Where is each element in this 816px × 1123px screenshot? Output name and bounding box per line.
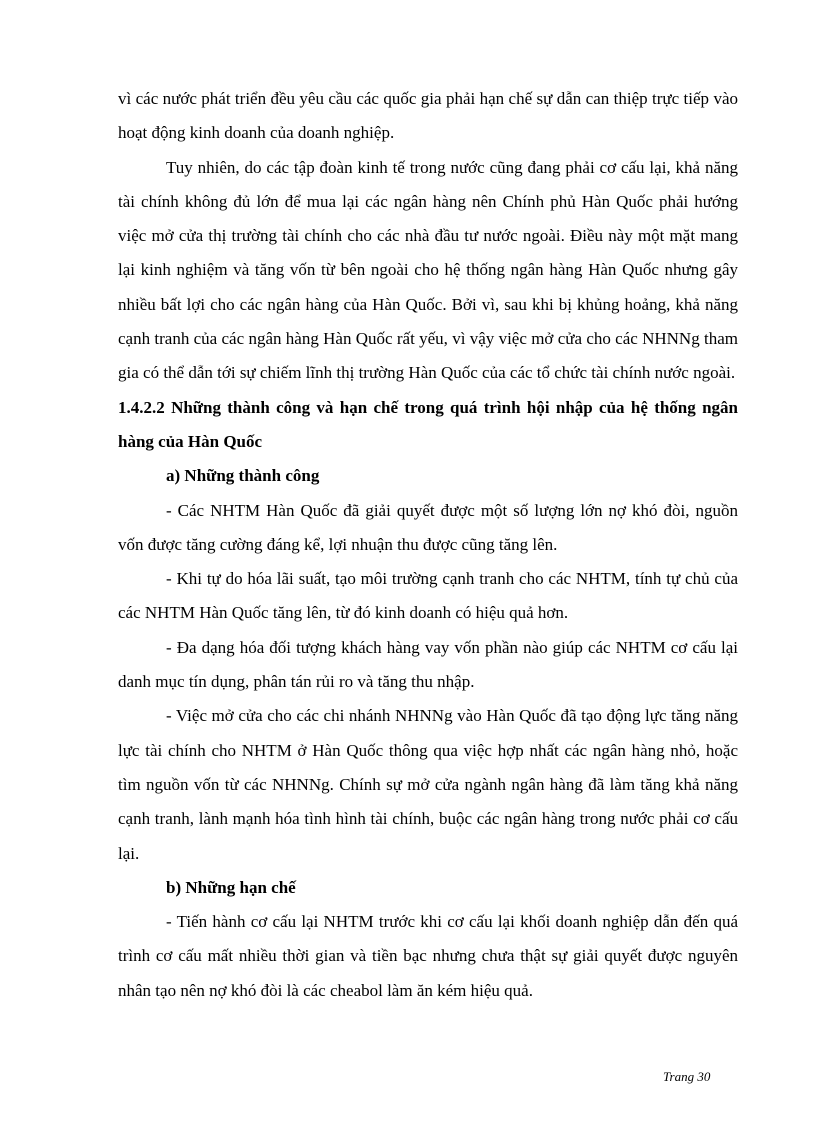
- success-item-1: - Các NHTM Hàn Quốc đã giải quyết được một số lượng lớn nợ khó đòi, nguồn vốn được tăng cường đáng kể, lợi nhuận thu được cũng tăng lên.: [118, 500, 738, 554]
- success-item-3: - Đa dạng hóa đối tượng khách hàng vay vốn phần nào giúp các NHTM cơ cấu lại danh mục tín dụng, phân tán rủi ro và tăng thu nhập.: [118, 637, 738, 692]
- success-item-4: - Việc mở cửa cho các chi nhánh NHNNg vào Hàn Quốc đã tạo động lực tăng năng lực tài chính cho NHTM ở Hàn Quốc thông qua việc hợp nhất các ngân hàng nhỏ, hoặc tìm nguồn vốn từ các NHNNg. Chính sự mở cửa ngành ngân hàng đã làm tăng khả năng cạnh tranh, lành mạnh hóa tình hình tài chính, buộc các ngân hàng trong nước phải cơ cấu lại.: [118, 706, 738, 863]
- success-item-2: - Khi tự do hóa lãi suất, tạo môi trường cạnh tranh cho các NHTM, tính tự chủ của các NHTM Hàn Quốc tăng lên, từ đó kinh doanh có hiệu quả hơn.: [118, 569, 738, 623]
- paragraph-financial-market: Tuy nhiên, do các tập đoàn kinh tế trong nước cũng đang phải cơ cấu lại, khả năng tài chính không đủ lớn để mua lại các ngân hàng nên Chính phủ Hàn Quốc phải hướng việc mở cửa thị trường tài chính cho các nhà đầu tư nước ngoài. Điều này một mặt mang lại kinh nghiệm và tăng vốn từ bên ngoài cho hệ thống ngân hàng Hàn Quốc nhưng gây nhiều bất lợi cho các ngân hàng của Hàn Quốc. Bởi vì, sau khi bị khủng hoảng, khả năng cạnh tranh của các ngân hàng Hàn Quốc rất yếu, vì vậy việc mở cửa cho các NHNNg tham gia có thể dẫn tới sự chiếm lĩnh thị trường Hàn Quốc của các tổ chức tài chính nước ngoài.: [118, 157, 738, 383]
- document-page: [118, 82, 738, 1008]
- limitation-item-1: - Tiến hành cơ cấu lại NHTM trước khi cơ cấu lại khối doanh nghiệp dẫn đến quá trình cơ cấu mất nhiều thời gian và tiền bạc nhưng chưa thật sự giải quyết được nguyên nhân tạo nên nợ khó đòi là các cheabol làm ăn kém hiệu quả.: [118, 912, 738, 1000]
- section-heading: 1.4.2.2 Những thành công và hạn chế trong quá trình hội nhập của hệ thống ngân hàng của Hàn Quốc: [118, 397, 738, 451]
- limitations-title: b) Những hạn chế: [166, 877, 296, 897]
- page-number: Trang 30: [663, 1069, 711, 1084]
- successes-title: a) Những thành công: [166, 466, 320, 486]
- paragraph-continuation: vì các nước phát triển đều yêu cầu các quốc gia phải hạn chế sự dẫn can thiệp trực tiếp vào hoạt động kinh doanh của doanh nghiệp.: [118, 89, 738, 143]
